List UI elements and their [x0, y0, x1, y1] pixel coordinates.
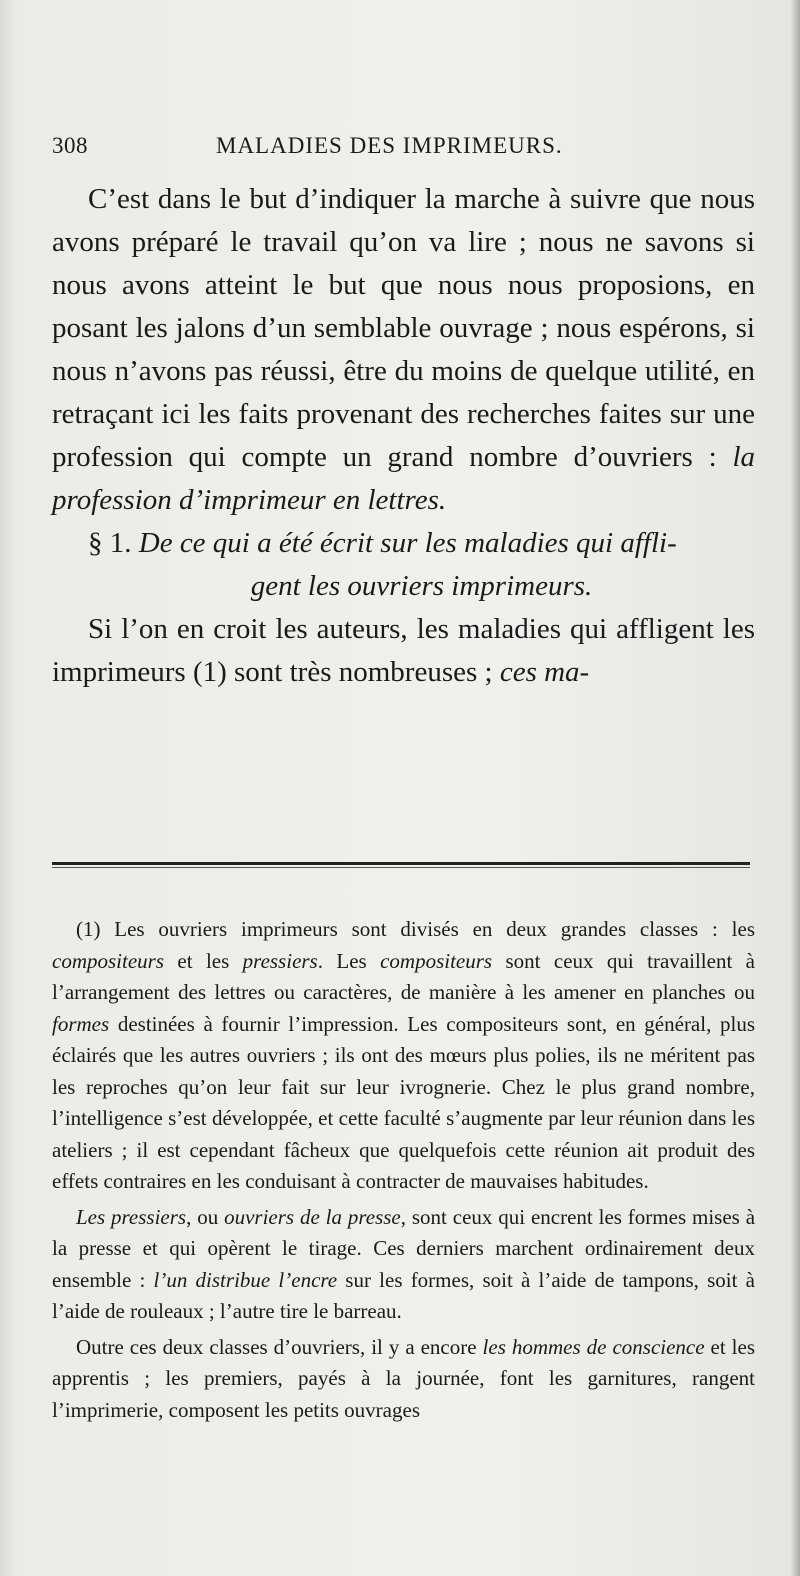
fn2-italic-2: ouvriers de la presse [224, 1204, 401, 1229]
footnote-rule-thin [52, 867, 750, 868]
fn1-italic-4: formes [52, 1011, 110, 1036]
paragraph-2 [52, 608, 755, 694]
fn2-text-a: , ou [186, 1204, 225, 1229]
section-mark: § 1. [88, 527, 139, 559]
running-title: MALADIES DES IMPRIMEURS. [216, 133, 563, 158]
fn2-text-c: sur les formes, soit à l’aide de tampons, soit à l’aide de rouleaux ; l’autre tire le barreau. [52, 1267, 755, 1323]
fn1-italic-1: compositeurs [52, 948, 164, 973]
footnote [52, 914, 755, 1426]
fn1-italic-2: pressiers [242, 948, 318, 973]
fn2-text-b: , sont ceux qui encrent les formes mises à la presse et qui opèrent le tirage. Ces derniers marchent ordinairement deux ensemble : [52, 1204, 756, 1292]
footnote-paragraph-3 [52, 1332, 755, 1427]
section-heading [52, 522, 755, 608]
fn1-text-b: et les [164, 948, 243, 973]
fn3-text-b: et les apprentis ; les premiers, payés à la journée, font les garnitures, rangent l’imprimerie, composent les petits ouvrages [52, 1334, 755, 1422]
main-text [52, 178, 755, 694]
footnote-paragraph-2 [52, 1202, 755, 1328]
paragraph-1-text: C’est dans le but d’indiquer la marche à suivre que nous avons préparé le travail qu’on va lire ; nous ne savons si nous avons atteint le but que nous nous proposions, en posant les jalons d’un semblable ouvrage ; nous espérons, si nous n’avons pas réussi, être du moins de quelque utilité, en retraçant ici les faits provenant des recherches faites sur une profession qui compte un grand nombre d’ouvriers : [52, 183, 755, 473]
paragraph-1 [52, 178, 755, 522]
paragraph-2-italic: ces ma- [499, 656, 590, 688]
running-header [52, 133, 752, 165]
fn1-text-e: destinées à fournir l’impression. Les compositeurs sont, en général, plus éclairés que les autres ouvriers ; ils ont des mœurs plus polies, ils ne méritent pas les reproches qu’on leur fait sur leur ivrognerie. Chez le plus grand nombre, l’intelligence s’est développée, et cette faculté s’augmente par leur réunion dans les ateliers ; il est cependant fâcheux que quelquefois cette réunion ait produit des effets contraires en les conduisant à contracter de mauvaises habitudes. [52, 1011, 755, 1193]
fn2-italic-1: Les pressiers [76, 1204, 187, 1229]
section-title-line1: De ce qui a été écrit sur les maladies qui affli- [138, 527, 677, 559]
paragraph-2-text: Si l’on en croit les auteurs, les maladies qui affligent les imprimeurs (1) sont très nombreuses ; [52, 613, 755, 688]
fn3-text-a: Outre ces deux classes d’ouvriers, il y a encore [76, 1334, 483, 1359]
footnote-rule [52, 862, 750, 865]
section-title-line2: gent les ouvriers imprimeurs. [250, 570, 593, 602]
fn1-text-d: sont ceux qui travaillent à l’arrangement des lettres ou caractères, de manière à les amener en planches ou [52, 948, 755, 1004]
fn3-italic-1: les hommes de conscience [482, 1334, 705, 1359]
page-number: 308 [52, 133, 88, 158]
fn1-text-c: . Les [317, 948, 381, 973]
footnote-paragraph-1 [52, 914, 755, 1198]
page-edge-shadow [790, 0, 800, 1576]
fn2-italic-3: l’un distribue l’encre [153, 1267, 338, 1292]
paragraph-1-italic: la profession d’imprimeur en lettres. [52, 441, 755, 516]
fn1-italic-3: compositeurs [380, 948, 493, 973]
fn1-text-a: (1) Les ouvriers imprimeurs sont divisés en deux grandes classes : les [76, 917, 755, 941]
